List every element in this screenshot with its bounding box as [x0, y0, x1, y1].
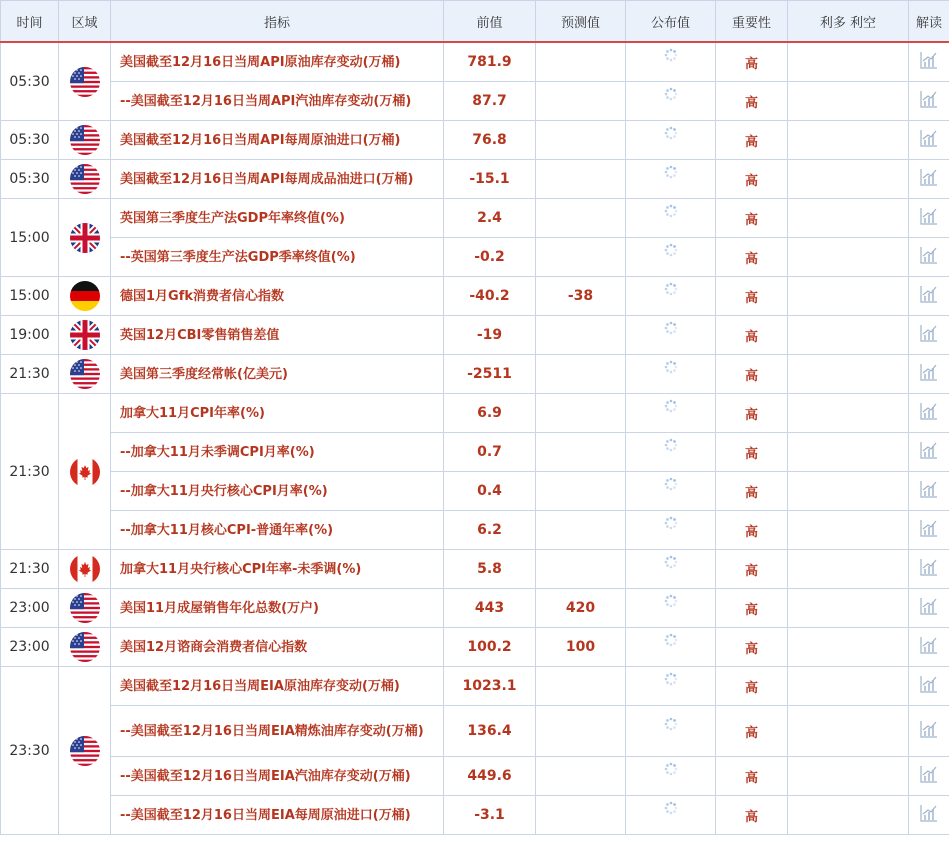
table-row — [1, 628, 949, 667]
indicator-name[interactable]: 美国截至12月16日当周API每周原油进口(万桶) — [111, 121, 444, 160]
event-time: 21:30 — [1, 355, 59, 394]
header-importance: 重要性 — [716, 1, 788, 43]
importance-level: 高 — [716, 667, 788, 706]
region-cell — [59, 589, 111, 628]
table-row — [1, 757, 949, 796]
analysis-cell[interactable] — [909, 628, 949, 667]
analysis-cell[interactable] — [909, 550, 949, 589]
forecast-value — [536, 121, 626, 160]
impact-cell — [788, 706, 909, 757]
region-cell — [59, 355, 111, 394]
analysis-cell[interactable] — [909, 511, 949, 550]
region-cell — [59, 628, 111, 667]
forecast-value — [536, 160, 626, 199]
forecast-value — [536, 199, 626, 238]
loading-spinner-icon — [664, 801, 678, 819]
indicator-name[interactable]: --美国截至12月16日当周API汽油库存变动(万桶) — [111, 82, 444, 121]
us-flag — [70, 359, 100, 389]
table-row — [1, 199, 949, 238]
table-row — [1, 433, 949, 472]
forecast-value — [536, 433, 626, 472]
table-body — [1, 42, 949, 835]
table-row — [1, 316, 949, 355]
analysis-cell[interactable] — [909, 277, 949, 316]
loading-spinner-icon — [664, 762, 678, 780]
us-flag — [70, 67, 100, 97]
forecast-value — [536, 550, 626, 589]
analysis-cell[interactable] — [909, 238, 949, 277]
previous-value: 6.9 — [444, 394, 536, 433]
indicator-name[interactable]: --美国截至12月16日当周EIA汽油库存变动(万桶) — [111, 757, 444, 796]
event-time: 05:30 — [1, 42, 59, 121]
importance-level: 高 — [716, 316, 788, 355]
forecast-value: -38 — [536, 277, 626, 316]
ca-flag — [70, 554, 100, 584]
forecast-value: 420 — [536, 589, 626, 628]
forecast-value — [536, 796, 626, 835]
event-time: 23:30 — [1, 667, 59, 835]
region-cell — [59, 316, 111, 355]
importance-level: 高 — [716, 160, 788, 199]
table-row — [1, 589, 949, 628]
forecast-value — [536, 82, 626, 121]
impact-cell — [788, 550, 909, 589]
event-time: 21:30 — [1, 550, 59, 589]
importance-level: 高 — [716, 511, 788, 550]
analysis-cell[interactable] — [909, 757, 949, 796]
chart-analysis-icon[interactable] — [920, 441, 938, 463]
table-row — [1, 121, 949, 160]
previous-value: 2.4 — [444, 199, 536, 238]
loading-spinner-icon — [664, 48, 678, 66]
actual-value — [626, 277, 716, 316]
header-row — [1, 1, 949, 43]
impact-cell — [788, 277, 909, 316]
uk-flag — [70, 223, 100, 253]
previous-value: 5.8 — [444, 550, 536, 589]
actual-value — [626, 199, 716, 238]
chart-analysis-icon[interactable] — [920, 363, 938, 385]
previous-value: -2511 — [444, 355, 536, 394]
impact-cell — [788, 757, 909, 796]
importance-level: 高 — [716, 589, 788, 628]
chart-analysis-icon[interactable] — [920, 207, 938, 229]
previous-value: -0.2 — [444, 238, 536, 277]
analysis-cell[interactable] — [909, 121, 949, 160]
actual-value — [626, 238, 716, 277]
loading-spinner-icon — [664, 717, 678, 735]
table-row — [1, 511, 949, 550]
event-time: 15:00 — [1, 199, 59, 277]
chart-analysis-icon[interactable] — [920, 129, 938, 151]
loading-spinner-icon — [664, 282, 678, 300]
forecast-value — [536, 667, 626, 706]
actual-value — [626, 42, 716, 82]
table-row — [1, 277, 949, 316]
table-row — [1, 355, 949, 394]
impact-cell — [788, 628, 909, 667]
indicator-name[interactable]: 英国12月CBI零售销售差值 — [111, 316, 444, 355]
region-cell — [59, 121, 111, 160]
importance-level: 高 — [716, 199, 788, 238]
table-row — [1, 42, 949, 82]
forecast-value — [536, 511, 626, 550]
actual-value — [626, 472, 716, 511]
importance-level: 高 — [716, 394, 788, 433]
loading-spinner-icon — [664, 477, 678, 495]
previous-value: 443 — [444, 589, 536, 628]
previous-value: 100.2 — [444, 628, 536, 667]
indicator-name[interactable]: 美国截至12月16日当周API原油库存变动(万桶) — [111, 42, 444, 82]
previous-value: -40.2 — [444, 277, 536, 316]
impact-cell — [788, 238, 909, 277]
previous-value: 449.6 — [444, 757, 536, 796]
table-row — [1, 160, 949, 199]
loading-spinner-icon — [664, 594, 678, 612]
analysis-cell[interactable] — [909, 706, 949, 757]
us-flag — [70, 593, 100, 623]
us-flag — [70, 125, 100, 155]
chart-analysis-icon[interactable] — [920, 480, 938, 502]
ca-flag — [70, 457, 100, 487]
actual-value — [626, 82, 716, 121]
table-row — [1, 238, 949, 277]
loading-spinner-icon — [664, 87, 678, 105]
indicator-name[interactable]: 美国第三季度经常帐(亿美元) — [111, 355, 444, 394]
region-cell — [59, 160, 111, 199]
forecast-value — [536, 472, 626, 511]
analysis-cell[interactable] — [909, 589, 949, 628]
analysis-cell[interactable] — [909, 796, 949, 835]
chart-analysis-icon[interactable] — [920, 246, 938, 268]
impact-cell — [788, 394, 909, 433]
previous-value: 136.4 — [444, 706, 536, 757]
importance-level: 高 — [716, 42, 788, 82]
forecast-value — [536, 42, 626, 82]
chart-analysis-icon[interactable] — [920, 519, 938, 541]
forecast-value — [536, 394, 626, 433]
analysis-cell[interactable] — [909, 472, 949, 511]
chart-analysis-icon[interactable] — [920, 636, 938, 658]
header-indicator: 指标 — [111, 1, 444, 43]
table-row — [1, 796, 949, 835]
region-cell — [59, 42, 111, 121]
indicator-name[interactable]: 德国1月Gfk消费者信心指数 — [111, 277, 444, 316]
loading-spinner-icon — [664, 360, 678, 378]
importance-level: 高 — [716, 433, 788, 472]
analysis-cell[interactable] — [909, 42, 949, 82]
impact-cell — [788, 316, 909, 355]
chart-analysis-icon[interactable] — [920, 675, 938, 697]
importance-level: 高 — [716, 121, 788, 160]
chart-analysis-icon[interactable] — [920, 804, 938, 826]
impact-cell — [788, 42, 909, 82]
chart-analysis-icon[interactable] — [920, 558, 938, 580]
previous-value: 0.7 — [444, 433, 536, 472]
loading-spinner-icon — [664, 399, 678, 417]
analysis-cell[interactable] — [909, 433, 949, 472]
impact-cell — [788, 667, 909, 706]
importance-level: 高 — [716, 796, 788, 835]
previous-value: -19 — [444, 316, 536, 355]
loading-spinner-icon — [664, 633, 678, 651]
actual-value — [626, 121, 716, 160]
actual-value — [626, 796, 716, 835]
actual-value — [626, 511, 716, 550]
impact-cell — [788, 796, 909, 835]
header-previous: 前值 — [444, 1, 536, 43]
analysis-cell[interactable] — [909, 316, 949, 355]
actual-value — [626, 394, 716, 433]
indicator-name[interactable]: --美国截至12月16日当周EIA精炼油库存变动(万桶) — [111, 706, 444, 757]
indicator-name[interactable]: 美国12月谘商会消费者信心指数 — [111, 628, 444, 667]
chart-analysis-icon[interactable] — [920, 90, 938, 112]
indicator-name[interactable]: 英国第三季度生产法GDP年率终值(%) — [111, 199, 444, 238]
chart-analysis-icon[interactable] — [920, 285, 938, 307]
indicator-name[interactable]: 美国11月成屋销售年化总数(万户) — [111, 589, 444, 628]
loading-spinner-icon — [664, 126, 678, 144]
forecast-value: 100 — [536, 628, 626, 667]
forecast-value — [536, 238, 626, 277]
region-cell — [59, 277, 111, 316]
chart-analysis-icon[interactable] — [920, 168, 938, 190]
event-time: 05:30 — [1, 160, 59, 199]
table-row — [1, 706, 949, 757]
forecast-value — [536, 316, 626, 355]
indicator-name[interactable]: --美国截至12月16日当周EIA每周原油进口(万桶) — [111, 796, 444, 835]
event-time: 05:30 — [1, 121, 59, 160]
table-row — [1, 82, 949, 121]
header-actual: 公布值 — [626, 1, 716, 43]
actual-value — [626, 316, 716, 355]
header-region: 区域 — [59, 1, 111, 43]
impact-cell — [788, 121, 909, 160]
analysis-cell[interactable] — [909, 82, 949, 121]
indicator-name[interactable]: --加拿大11月核心CPI-普通年率(%) — [111, 511, 444, 550]
table-row — [1, 394, 949, 433]
importance-level: 高 — [716, 757, 788, 796]
us-flag — [70, 632, 100, 662]
impact-cell — [788, 433, 909, 472]
importance-level: 高 — [716, 355, 788, 394]
loading-spinner-icon — [664, 204, 678, 222]
forecast-value — [536, 355, 626, 394]
event-time: 21:30 — [1, 394, 59, 550]
previous-value: 781.9 — [444, 42, 536, 82]
impact-cell — [788, 199, 909, 238]
previous-value: 6.2 — [444, 511, 536, 550]
loading-spinner-icon — [664, 438, 678, 456]
actual-value — [626, 550, 716, 589]
indicator-name[interactable]: 美国截至12月16日当周EIA原油库存变动(万桶) — [111, 667, 444, 706]
chart-analysis-icon[interactable] — [920, 324, 938, 346]
chart-analysis-icon[interactable] — [920, 720, 938, 742]
importance-level: 高 — [716, 706, 788, 757]
impact-cell — [788, 355, 909, 394]
importance-level: 高 — [716, 550, 788, 589]
loading-spinner-icon — [664, 321, 678, 339]
analysis-cell[interactable] — [909, 667, 949, 706]
indicator-name[interactable]: 美国截至12月16日当周API每周成品油进口(万桶) — [111, 160, 444, 199]
event-time: 23:00 — [1, 589, 59, 628]
de-flag — [70, 281, 100, 311]
region-cell — [59, 667, 111, 835]
loading-spinner-icon — [664, 672, 678, 690]
chart-analysis-icon[interactable] — [920, 51, 938, 73]
analysis-cell[interactable] — [909, 355, 949, 394]
indicator-name[interactable]: --加拿大11月央行核心CPI月率(%) — [111, 472, 444, 511]
actual-value — [626, 355, 716, 394]
impact-cell — [788, 472, 909, 511]
impact-cell — [788, 82, 909, 121]
header-time: 时间 — [1, 1, 59, 43]
forecast-value — [536, 757, 626, 796]
event-time: 19:00 — [1, 316, 59, 355]
importance-level: 高 — [716, 472, 788, 511]
actual-value — [626, 589, 716, 628]
event-time: 15:00 — [1, 277, 59, 316]
importance-level: 高 — [716, 82, 788, 121]
event-time: 23:00 — [1, 628, 59, 667]
analysis-cell[interactable] — [909, 160, 949, 199]
importance-level: 高 — [716, 277, 788, 316]
actual-value — [626, 433, 716, 472]
loading-spinner-icon — [664, 243, 678, 261]
chart-analysis-icon[interactable] — [920, 402, 938, 424]
actual-value — [626, 160, 716, 199]
previous-value: 0.4 — [444, 472, 536, 511]
previous-value: 1023.1 — [444, 667, 536, 706]
header-forecast: 预测值 — [536, 1, 626, 43]
loading-spinner-icon — [664, 516, 678, 534]
importance-level: 高 — [716, 628, 788, 667]
us-flag — [70, 736, 100, 766]
impact-cell — [788, 511, 909, 550]
importance-level: 高 — [716, 238, 788, 277]
forecast-value — [536, 706, 626, 757]
region-cell — [59, 199, 111, 277]
us-flag — [70, 164, 100, 194]
loading-spinner-icon — [664, 165, 678, 183]
actual-value — [626, 706, 716, 757]
loading-spinner-icon — [664, 555, 678, 573]
chart-analysis-icon[interactable] — [920, 765, 938, 787]
chart-analysis-icon[interactable] — [920, 597, 938, 619]
analysis-cell[interactable] — [909, 394, 949, 433]
region-cell — [59, 550, 111, 589]
indicator-name[interactable]: 加拿大11月央行核心CPI年率-未季调(%) — [111, 550, 444, 589]
table-row — [1, 667, 949, 706]
previous-value: -15.1 — [444, 160, 536, 199]
indicator-name[interactable]: --英国第三季度生产法GDP季率终值(%) — [111, 238, 444, 277]
indicator-name[interactable]: --加拿大11月未季调CPI月率(%) — [111, 433, 444, 472]
actual-value — [626, 628, 716, 667]
previous-value: 76.8 — [444, 121, 536, 160]
region-cell — [59, 394, 111, 550]
table-row — [1, 550, 949, 589]
previous-value: 87.7 — [444, 82, 536, 121]
table-row — [1, 472, 949, 511]
header-impact: 利多 利空 — [788, 1, 909, 43]
analysis-cell[interactable] — [909, 199, 949, 238]
previous-value: -3.1 — [444, 796, 536, 835]
header-analysis: 解读 — [909, 1, 949, 43]
actual-value — [626, 757, 716, 796]
impact-cell — [788, 589, 909, 628]
impact-cell — [788, 160, 909, 199]
actual-value — [626, 667, 716, 706]
indicator-name[interactable]: 加拿大11月CPI年率(%) — [111, 394, 444, 433]
uk-flag — [70, 320, 100, 350]
